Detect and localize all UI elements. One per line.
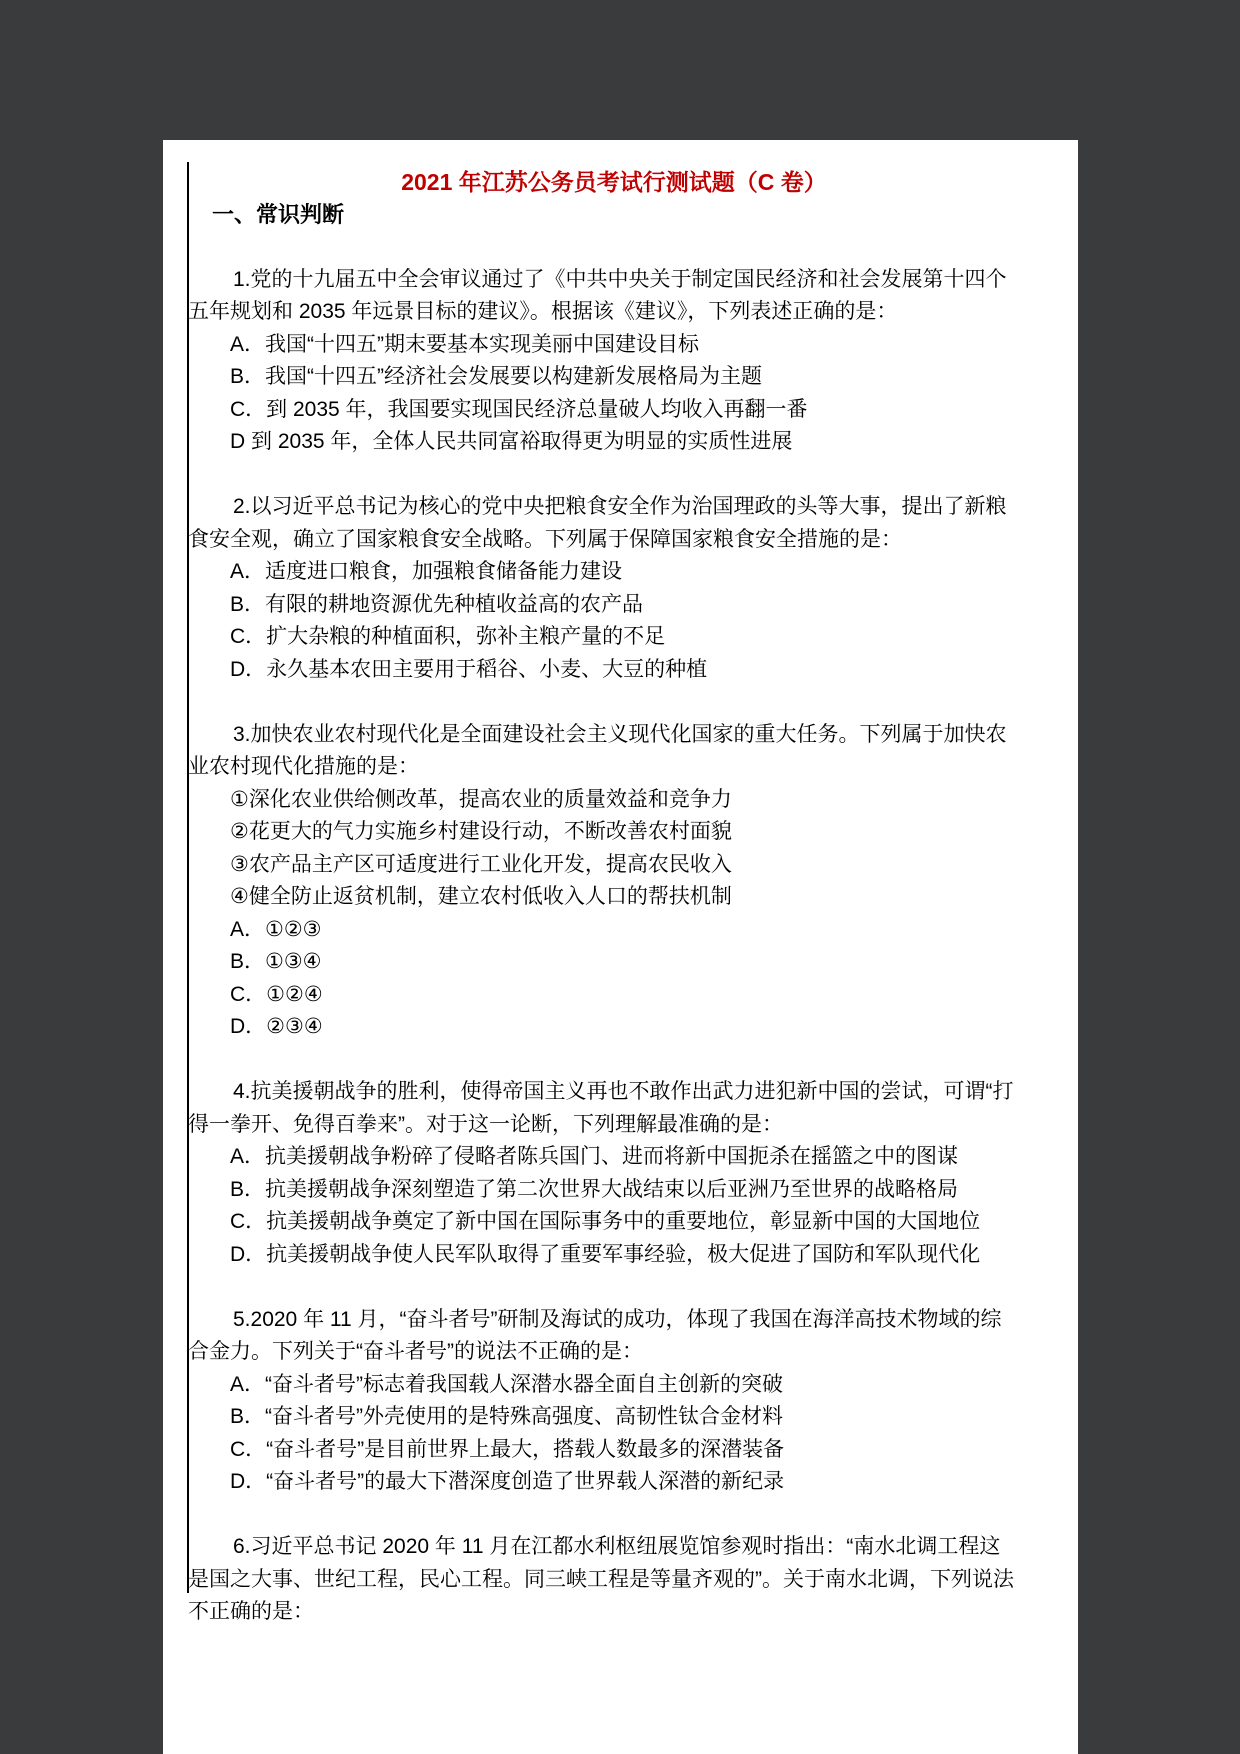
question-line: 业农村现代化措施的是： — [188, 755, 419, 778]
question-line: B．“奋斗者号”外壳使用的是特殊高强度、高韧性钛合金材料 — [230, 1405, 783, 1428]
question-block — [188, 491, 1040, 686]
question-line: C．扩大杂粮的种植面积，弥补主粮产量的不足 — [230, 625, 666, 648]
question-line: 2.以习近平总书记为核心的党中央把粮食安全作为治国理政的头等大事，提出了新粮 — [233, 495, 1007, 518]
question-line: A．“奋斗者号”标志着我国载人深潜水器全面自主创新的突破 — [230, 1372, 783, 1396]
question-line: 3.加快农业农村现代化是全面建设社会主义现代化国家的重大任务。下列属于加快农 — [233, 722, 1007, 746]
question-line: D．“奋斗者号”的最大下潜深度创造了世界载人深潜的新纪录 — [230, 1470, 785, 1493]
question-line: A．抗美援朝战争粉碎了侵略者陈兵国门、进而将新中国扼杀在摇篮之中的图谋 — [230, 1145, 959, 1168]
question-line: 食安全观，确立了国家粮食安全战略。下列属于保障国家粮食安全措施的是： — [188, 527, 902, 551]
section-heading: 一、常识判断 — [212, 201, 345, 227]
question-block — [188, 1304, 1040, 1499]
question-block — [188, 1531, 1040, 1629]
question-line: 5.2020 年 11 月，“奋斗者号”研制及海试的成功，体现了我国在海洋高技术物域的综 — [233, 1307, 1002, 1331]
question-line: B．抗美援朝战争深刻塑造了第二次世界大战结束以后亚洲乃至世界的战略格局 — [230, 1177, 959, 1201]
question-line: B．有限的耕地资源优先种植收益高的农产品 — [230, 592, 644, 616]
question-line: A．①②③ — [230, 917, 322, 941]
question-line: ④健全防止返贫机制，建立农村低收入人口的帮扶机制 — [230, 885, 732, 908]
question-line: A．我国“十四五”期末要基本实现美丽中国建设目标 — [230, 332, 699, 356]
document-page — [163, 140, 1078, 1754]
question-line: 不正确的是： — [188, 1600, 314, 1623]
question-line: C．“奋斗者号”是目前世界上最大，搭载人数最多的深潜装备 — [230, 1437, 785, 1461]
question-line: D．抗美援朝战争使人民军队取得了重要军事经验，极大促进了国防和军队现代化 — [230, 1242, 981, 1266]
question-line: A．适度进口粮食，加强粮食储备能力建设 — [230, 560, 623, 583]
question-line: 6.习近平总书记 2020 年 11 月在江都水利枢纽展览馆参观时指出：“南水北调工程这 — [233, 1535, 1001, 1558]
question-line: 4.抗美援朝战争的胜利，使得帝国主义再也不敢作出武力进犯新中国的尝试，可谓“打 — [233, 1080, 1014, 1103]
question-line: D．永久基本农田主要用于稻谷、小麦、大豆的种植 — [230, 657, 708, 681]
question-line: 得一拳开、免得百拳来”。对于这一论断，下列理解最准确的是： — [188, 1112, 783, 1136]
question-line: B．我国“十四五”经济社会发展要以构建新发展格局为主题 — [230, 365, 762, 388]
question-line: 1.党的十九届五中全会审议通过了《中共中央关于制定国民经济和社会发展第十四个 — [233, 267, 1007, 291]
question-line: ②花更大的气力实施乡村建设行动，不断改善农村面貌 — [230, 820, 732, 843]
question-line: C．到 2035 年，我国要实现国民经济总量破人均收入再翻一番 — [230, 397, 808, 421]
question-block — [188, 1076, 1040, 1271]
question-line: 合金力。下列关于“奋斗者号”的说法不正确的是： — [188, 1340, 643, 1363]
question-line: D．②③④ — [230, 1015, 323, 1038]
question-block — [188, 264, 1040, 459]
question-line: B．①③④ — [230, 950, 322, 973]
question-line: C．抗美援朝战争奠定了新中国在国际事务中的重要地位，彰显新中国的大国地位 — [230, 1210, 981, 1233]
questions-container — [188, 264, 1040, 1629]
question-line: 是国之大事、世纪工程，民心工程。同三峡工程是等量齐观的”。关于南水北调，下列说法 — [188, 1567, 1014, 1591]
question-line: ③农产品主产区可适度进行工业化开发，提高农民收入 — [230, 852, 732, 876]
question-line: 五年规划和 2035 年远景目标的建议》。根据该《建议》，下列表述正确的是： — [188, 300, 898, 323]
question-line: ①深化农业供给侧改革，提高农业的质量效益和竞争力 — [230, 787, 732, 811]
page-content — [188, 166, 1040, 1629]
question-line: D 到 2035 年，全体人民共同富裕取得更为明显的实质性进展 — [230, 430, 793, 453]
question-block — [188, 719, 1040, 1044]
question-line: C．①②④ — [230, 982, 323, 1006]
document-title: 2021 年江苏公务员考试行测试题（C 卷） — [401, 169, 827, 195]
